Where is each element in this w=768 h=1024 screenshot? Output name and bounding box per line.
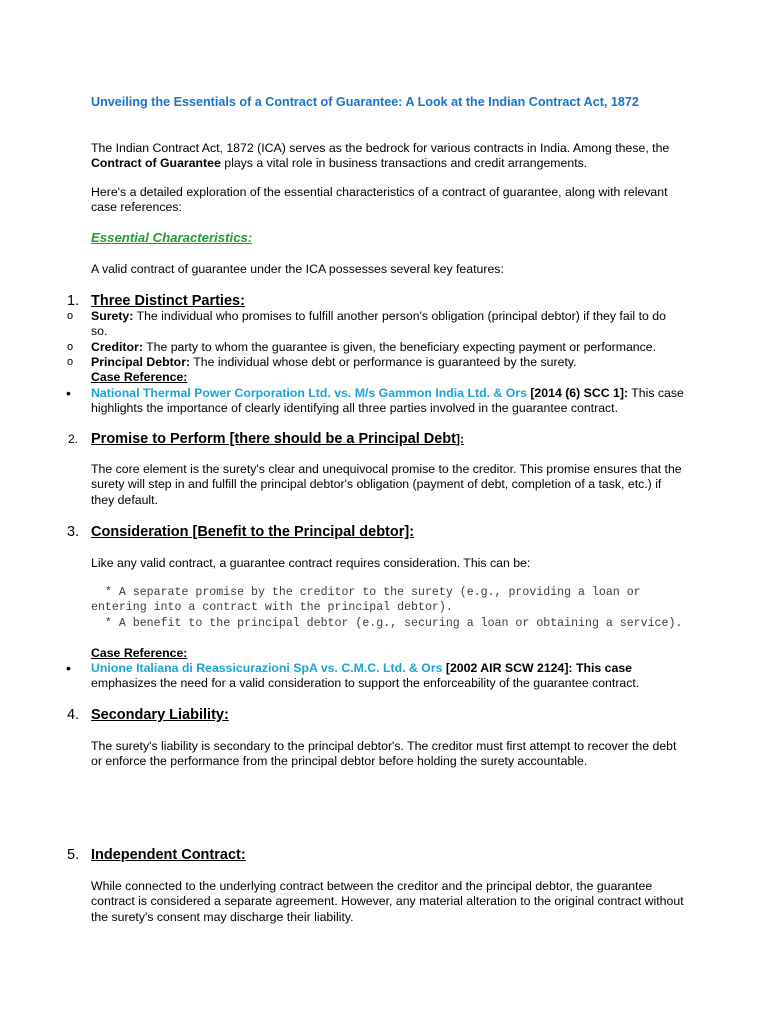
section-5-heading-row [67, 845, 707, 865]
intro-paragraph [91, 141, 685, 172]
item-label: Principal Debtor: [91, 355, 191, 369]
list-item-surety [91, 309, 685, 340]
section-heading-tail: ]: [456, 432, 464, 446]
case-reference-label: Case Reference: [91, 370, 188, 384]
section-heading: Three Distinct Parties: [91, 293, 245, 309]
case-bold-tail: This case [572, 661, 632, 675]
hollow-bullet-icon: o [67, 310, 74, 322]
item-text: The individual who promises to fulfill another person's obligation (principal debtor) if they fail to do so. [91, 309, 666, 339]
case-reference-entry [91, 661, 685, 692]
case-description: emphasizes the need for a valid consideration to support the enforceability of the guarantee contract. [91, 676, 640, 691]
filled-bullet-icon: • [66, 385, 71, 401]
section-3-heading-row [67, 522, 707, 542]
section-1-heading-row [67, 291, 707, 311]
item-label: Surety: [91, 309, 134, 323]
filled-bullet-icon: • [66, 660, 71, 676]
section-number: 2. [68, 432, 79, 446]
intro-text: The Indian Contract Act, 1872 (ICA) serves as the bedrock for various contracts in India. Among these, the [91, 141, 670, 155]
intro-bold-term: Contract of Guarantee [91, 156, 221, 171]
section-heading: Secondary Liability: [91, 707, 229, 723]
document-title: Unveiling the Essentials of a Contract of Guarantee: A Look at the Indian Contract Act, 1872 [91, 95, 639, 109]
section-5-body: While connected to the underlying contract between the creditor and the principal debtor, the guarantee contract is considered a separate agreement. However, any material alteration to the original contract without the surety's consent may discharge their liability. [91, 879, 684, 924]
section-4-body: The surety's liability is secondary to the principal debtor's. The creditor must first attempt to recover the debt or enforce the performance from the principal debtor before holding the surety accountable. [91, 739, 677, 769]
case-reference-label: Case Reference: [91, 646, 188, 660]
section-heading: Independent Contract: [91, 847, 246, 863]
case-reference-entry [91, 386, 685, 417]
item-label: Creditor: [91, 340, 143, 354]
section-2-body: The core element is the surety's clear and unequivocal promise to the creditor. This promise ensures that the surety will step in and fulfill the principal debtor's obligation (payment of debt, completion of a task, etc.) if they default. [91, 462, 682, 507]
section-heading: Consideration [Benefit to the Principal debtor]: [91, 524, 415, 540]
item-text: The individual whose debt or performance is guaranteed by the surety. [190, 355, 577, 369]
section-number: 4. [67, 707, 80, 723]
item-text: The party to whom the guarantee is given, the beneficiary expecting payment or performance. [142, 340, 657, 354]
exploration-paragraph: Here's a detailed exploration of the essential characteristics of a contract of guarantee, along with relevant case references: [91, 185, 668, 215]
case-name-link[interactable]: National Thermal Power Corporation Ltd. vs. M/s Gammon India Ltd. & Ors [91, 386, 527, 400]
section-3-body: Like any valid contract, a guarantee contract requires consideration. This can be: [91, 556, 531, 570]
case-citation: [2002 AIR SCW 2124]: [442, 661, 573, 675]
section-number: 5. [67, 847, 80, 863]
essential-heading: Essential Characteristics: [91, 230, 253, 245]
section-heading-text: Promise to Perform [there should be a Principal Debt [91, 431, 456, 447]
case-description: This case highlights the importance of clearly identifying all three parties involved in the guarantee contract. [91, 386, 684, 416]
essential-intro: A valid contract of guarantee under the ICA possesses several key features: [91, 262, 504, 276]
consideration-examples-code: * A separate promise by the creditor to the surety (e.g., providing a loan or entering into a contract with the principal debtor). * A benefit to the principal debtor (e.g., securing a loan or obtaining a service). [91, 586, 683, 630]
hollow-bullet-icon: o [67, 356, 74, 368]
section-heading [91, 429, 464, 449]
section-2-heading-row [67, 429, 707, 449]
case-citation: [2014 (6) SCC 1]: [526, 386, 629, 400]
list-item-creditor [91, 340, 685, 355]
section-number: 3. [67, 524, 80, 540]
intro-text-end: plays a vital role in business transactions and credit arrangements. [220, 156, 588, 171]
section-number: 1. [67, 293, 80, 309]
hollow-bullet-icon: o [67, 341, 74, 353]
case-name-link[interactable]: Unione Italiana di Reassicurazioni SpA vs. C.M.C. Ltd. & Ors [91, 661, 443, 675]
list-item-principal-debtor [91, 355, 685, 370]
section-4-heading-row [67, 705, 707, 725]
